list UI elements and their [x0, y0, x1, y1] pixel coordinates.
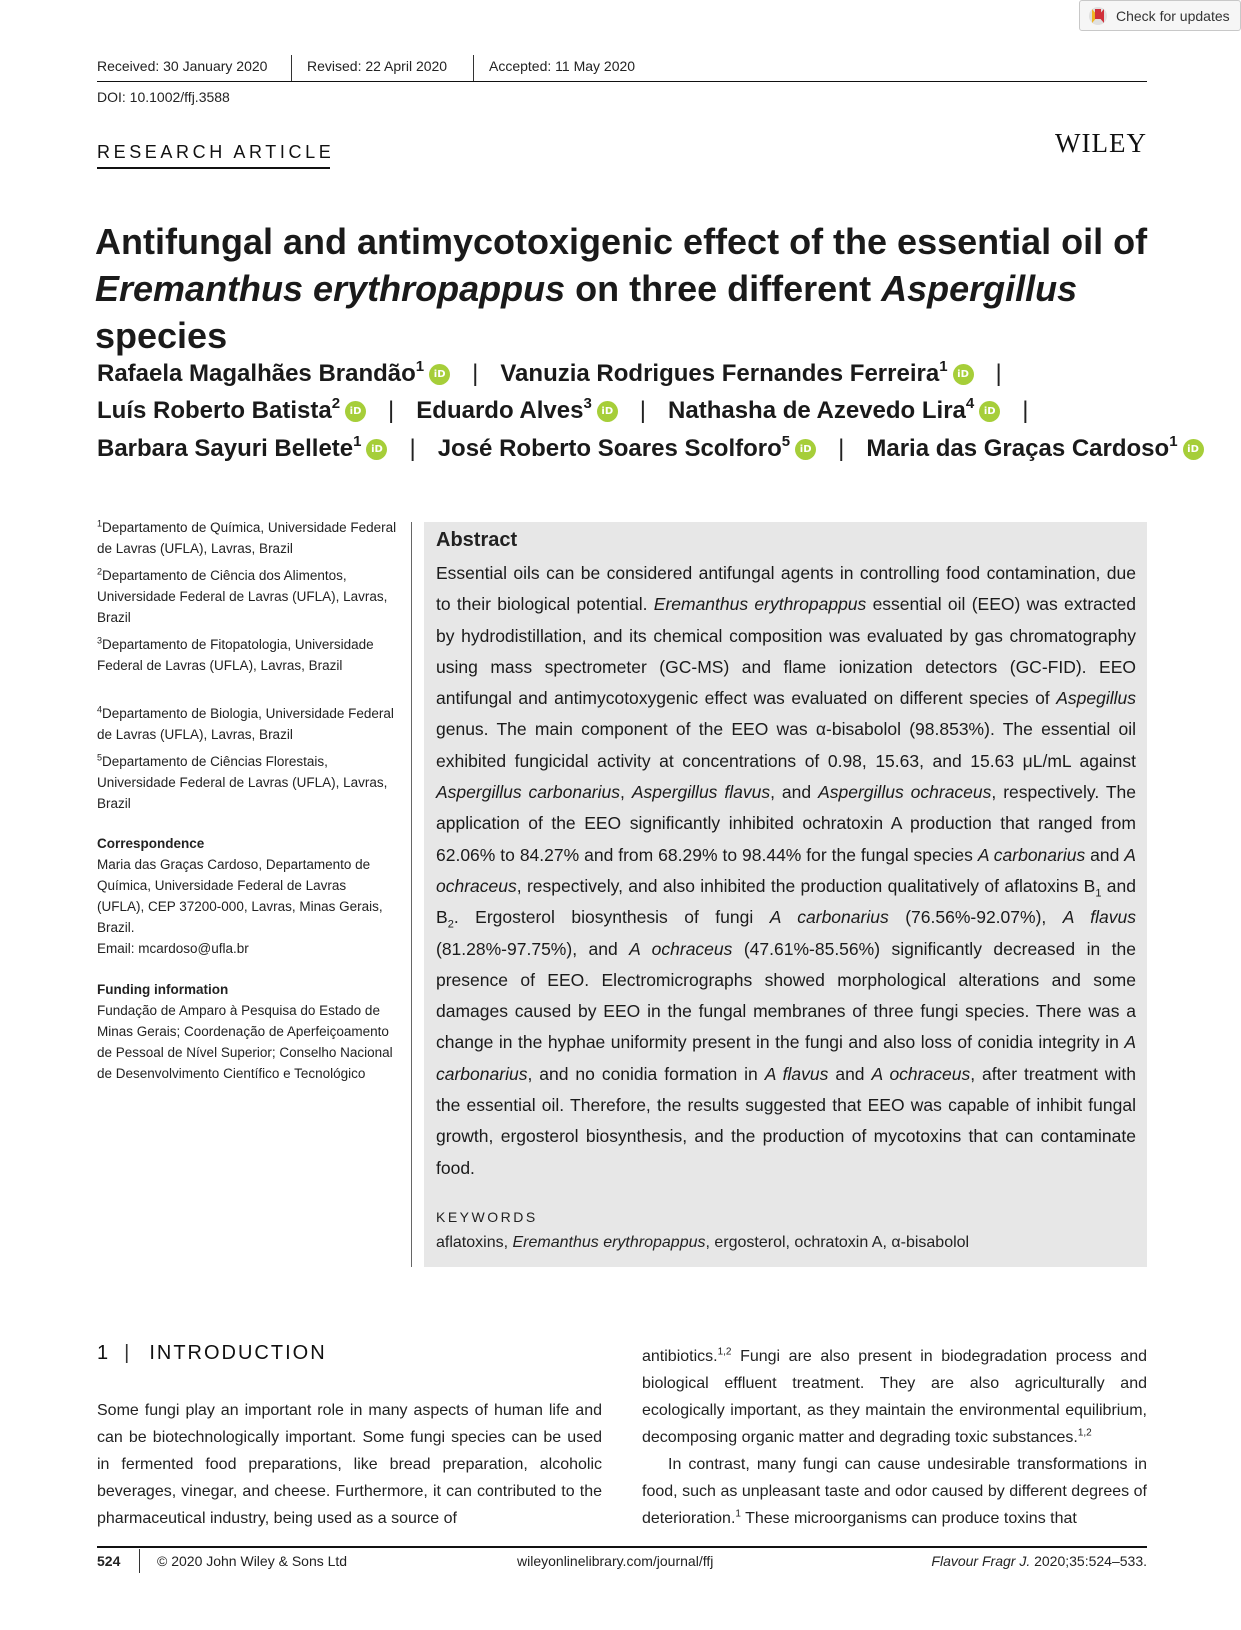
check-for-updates-button[interactable] [1079, 0, 1241, 31]
citation-ref[interactable]: 1,2 [1077, 1427, 1092, 1439]
abstract-text [436, 558, 1136, 1184]
received-date: Received: 30 January 2020 [97, 58, 268, 74]
intro-paragraph [642, 1343, 1147, 1451]
text-run: Essential oils can be considered antifungal agents in controlling food contamination, due to their biological potential. [436, 563, 1136, 615]
section-bar: | [124, 1342, 132, 1364]
intro-paragraph [642, 1451, 1147, 1532]
author-name[interactable]: José Roberto Soares Scolforo [437, 435, 782, 462]
abstract-rule [411, 522, 412, 1267]
text-run: Some fungi play an important role in many aspects of human life and can be biotechnologically important. Some fungi species can be used in fermented food preparations, like bread preparation, alcoholic beverages, vinegar, and cheese. Furthermore, it can contributed to the pharmaceutical industry, being used as a source of [97, 1402, 602, 1527]
author-row [97, 357, 1024, 388]
affiliation-text: Departamento de Biologia, Universidade Federal de Lavras (UFLA), Lavras, Brazil [97, 706, 394, 742]
footer-divider [139, 1549, 140, 1573]
author-affiliation: 1 [1169, 432, 1178, 450]
correspondence-text: Maria das Graças Cardoso, Departamento de Química, Universidade Federal de Lavras (UFLA), CEP 37200-000, Lavras, Minas Gerais, Brazil. [97, 857, 383, 935]
text-run: , and no conidia formation in [527, 1063, 765, 1084]
text-run: Fungi are also present in biodegradation process and biological effluent treatment. They are also agriculturally and ecologically important, as they maintain the environmental equilibrium, decomposing organic matter and degrading toxic substances. [642, 1348, 1147, 1446]
orcid-icon[interactable]: iD [366, 439, 387, 460]
italic-text: Aspergillus carbonarius [436, 782, 620, 803]
affiliation-text: Departamento de Fitopatologia, Universidade Federal de Lavras (UFLA), Lavras, Brazil [97, 637, 374, 673]
author-name[interactable]: Vanuzia Rodrigues Fernandes Ferreira [500, 360, 940, 387]
text-run: , respectively, and also inhibited the production qualitatively of aflatoxins B [516, 875, 1096, 896]
author-affiliation: 1 [939, 357, 948, 375]
affiliation-number: 3 [97, 635, 103, 646]
affiliation [97, 565, 397, 628]
text-run: (76.56%-92.07%), [888, 907, 1063, 928]
text-run: (81.28%-97.75%), and [436, 938, 630, 959]
subscript: 2 [447, 918, 454, 931]
italic-text: A ochraceus [871, 1063, 971, 1084]
section-number: 1 [97, 1342, 111, 1364]
orcid-icon[interactable]: iD [1183, 439, 1204, 460]
journal-url[interactable]: wileyonlinelibrary.com/journal/ffj [517, 1553, 714, 1569]
orcid-icon[interactable]: iD [979, 401, 1000, 422]
author-affiliation: 3 [583, 394, 592, 412]
check-for-updates-label: Check for updates [1116, 7, 1230, 24]
text-run: . Ergosterol biosynthesis of fungi [453, 907, 770, 928]
author-name[interactable]: Maria das Graças Cardoso [866, 435, 1170, 462]
author-affiliation: 1 [353, 432, 362, 450]
section-heading [97, 1342, 327, 1365]
author-row [97, 394, 1050, 425]
text-run: , respectively. The application of the EEO significantly inhibited ochratoxin A production that ranged from 62.06% to 84.27% and from 68.29% to 98.44% for the fungal species [436, 782, 1136, 865]
check-for-updates-icon [1088, 6, 1108, 26]
italic-text: A carbonarius [436, 1032, 1136, 1084]
text-run: essential oil (EEO) was extracted by hydrodistillation, and its chemical composition was evaluated by gas chromatography using mass spectrometer (GC-MS) and flame ionization detectors (GC-FID). EEO antifungal and antimycotoxygenic effect was evaluated on different species of [436, 594, 1136, 709]
italic-text: A flavus [764, 1063, 829, 1084]
author-separator: | [409, 435, 416, 462]
affiliation-text: Departamento de Ciências Florestais, Universidade Federal de Lavras (UFLA), Lavras, Brazil [97, 754, 388, 811]
text-run: In contrast, many fungi can cause undesirable transformations in food, such as unpleasant taste and odor caused by different degrees of deterioration. [642, 1456, 1147, 1527]
affiliation-number: 2 [97, 566, 103, 577]
correspondence-heading: Correspondence [97, 836, 205, 851]
text-run: These microorganisms can produce toxins that [740, 1510, 1077, 1527]
author-name[interactable]: Nathasha de Azevedo Lira [668, 397, 966, 424]
accepted-date: Accepted: 11 May 2020 [489, 58, 636, 74]
doi[interactable]: DOI: 10.1002/ffj.3588 [97, 89, 230, 105]
author-row [97, 432, 1204, 463]
funding-block [97, 979, 397, 1084]
journal-name: Flavour Fragr J. [931, 1553, 1031, 1569]
text-run: antibiotics. [642, 1348, 718, 1365]
orcid-icon[interactable]: iD [597, 401, 618, 422]
italic-text: Eremanthus erythropappus [512, 1234, 706, 1251]
text-run: , ergosterol, ochratoxin A, α-bisabolol [705, 1234, 970, 1251]
article-type-underline [97, 167, 330, 169]
footer-rule [97, 1546, 1147, 1548]
subscript: 1 [1095, 887, 1102, 900]
text-run: and [1085, 844, 1125, 865]
affiliation [97, 634, 397, 676]
affiliation [97, 517, 397, 559]
text-run: aflatoxins, [436, 1234, 513, 1251]
italic-text: Aspegillus [1056, 688, 1136, 709]
page-number: 524 [97, 1553, 121, 1569]
italic-text: Aspergillus ochraceus [818, 782, 992, 803]
affiliation-text: Departamento de Ciência dos Alimentos, Universidade Federal de Lavras (UFLA), Lavras, Brazil [97, 568, 388, 625]
author-separator: | [388, 397, 395, 424]
article-type: RESEARCH ARTICLE [97, 142, 335, 162]
section-title: INTRODUCTION [149, 1342, 327, 1364]
affiliation-number: 5 [97, 752, 103, 763]
intro-left-column [97, 1397, 602, 1532]
italic-text: A ochraceus [436, 844, 1136, 896]
orcid-icon[interactable]: iD [429, 364, 450, 385]
orcid-icon[interactable]: iD [345, 401, 366, 422]
funding-heading: Funding information [97, 982, 229, 997]
affiliation-text: Departamento de Química, Universidade Federal de Lavras (UFLA), Lavras, Brazil [97, 520, 397, 556]
author-separator: | [472, 360, 479, 387]
italic-text: A ochraceus [629, 938, 733, 959]
author-name[interactable]: Eduardo Alves [416, 397, 584, 424]
author-name[interactable]: Barbara Sayuri Bellete [97, 435, 354, 462]
citation-text: 2020;35:524–533. [1030, 1553, 1147, 1569]
author-separator: | [1022, 397, 1029, 424]
text-run: genus. The main component of the EEO was α-bisabolol (98.853%). The essential oil exhibited fungicidal activity at concentrations of 0.98, 15.63, and 15.63 μL/mL against [436, 719, 1136, 771]
author-affiliation: 2 [331, 394, 341, 412]
author-separator: | [639, 397, 647, 424]
copyright: © 2020 John Wiley & Sons Ltd [157, 1553, 348, 1569]
affiliation-number: 1 [97, 518, 103, 529]
author-name[interactable]: Rafaela Magalhães Brandão [97, 360, 416, 387]
affiliation [97, 703, 397, 745]
orcid-icon[interactable]: iD [953, 364, 974, 385]
text-run: (47.61%-85.56%) significantly decreased in the presence of EEO. Electromicrographs showed morphological alterations and some damages caused by EEO in the fungal membranes of three fungi species. There was a change in the hyphae uniformity present in the fungi and also loss of conidia integrity in [436, 938, 1136, 1053]
title-genus: Aspergillus [881, 268, 1078, 309]
author-affiliation: 4 [965, 394, 975, 412]
intro-right-column [642, 1343, 1147, 1532]
intro-paragraph [97, 1397, 602, 1532]
text-run: , after treatment with the essential oil. Therefore, the results suggested that EEO was capable of inhibit fungal growth, ergosterol biosynthesis, and the production of mycotoxins that can contaminate food. [436, 1063, 1136, 1178]
header-rule [97, 81, 1147, 82]
author-separator: | [995, 360, 1002, 387]
affiliation [97, 751, 397, 814]
author-separator: | [838, 435, 845, 462]
citation-ref[interactable]: 1 [735, 1508, 741, 1520]
keywords-text [436, 1234, 969, 1252]
citation-ref[interactable]: 1,2 [717, 1346, 732, 1358]
header-divider [473, 55, 474, 81]
citation [931, 1553, 1147, 1569]
keywords-heading: KEYWORDS [436, 1209, 538, 1225]
title-text: species [95, 315, 228, 356]
text-run: and B [436, 875, 1137, 928]
text-run: and [828, 1063, 872, 1084]
title-text: on three different [565, 268, 882, 309]
correspondence-block [97, 833, 397, 959]
title-line1: Antifungal and antimycotoxigenic effect of the essential oil of [95, 221, 1148, 262]
author-affiliation: 1 [415, 357, 425, 375]
italic-text: A carbonarius [769, 907, 889, 928]
author-name[interactable]: Luís Roberto Batista [97, 397, 332, 424]
correspondence-email[interactable]: Email: mcardoso@ufla.br [97, 941, 249, 956]
funding-text: Fundação de Amparo à Pesquisa do Estado de Minas Gerais; Coordenação de Aperfeiçoamento de Pessoal de Nível Superior; Conselho Nacional de Desenvolvimento Científico e Tecnológico [97, 1003, 393, 1081]
orcid-icon[interactable]: iD [795, 439, 816, 460]
abstract-heading: Abstract [436, 529, 518, 551]
text-run: , [620, 782, 632, 803]
affiliation-number: 4 [97, 704, 103, 715]
title-species: Eremanthus erythropappus [95, 268, 566, 309]
italic-text: A carbonarius [977, 844, 1086, 865]
text-run: , and [770, 782, 819, 803]
revised-date: Revised: 22 April 2020 [307, 58, 448, 74]
article-title [95, 218, 1175, 359]
header-divider [291, 55, 292, 81]
italic-text: Eremanthus erythropappus [653, 594, 867, 615]
author-affiliation: 5 [781, 432, 791, 450]
publisher-logo: WILEY [1055, 128, 1147, 158]
italic-text: Aspergillus flavus [631, 782, 771, 803]
italic-text: A flavus [1062, 907, 1136, 928]
